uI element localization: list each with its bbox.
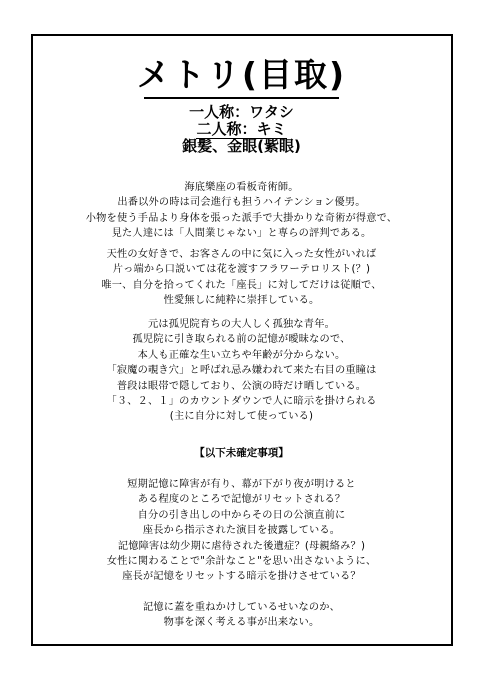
text-line: 元は孤児院育ちの大人しく孤独な青年。 (148, 319, 335, 330)
text-line: 記憶に蓋を重ねかけしているせいなのか、 (142, 602, 341, 613)
text-line: 短期記憶に障害が有り、幕が下がり夜が明けると (127, 479, 356, 490)
appearance-line: 銀髪、金眼(紫眼) (182, 137, 301, 155)
text-line: 普段は眼帯で隠しており、公演の時だけ晒している。 (116, 380, 367, 392)
paragraph-memory (40, 477, 443, 585)
text-line: 記憶障害は幼少期に虐待された後遺症？(母親絡み？) (117, 540, 366, 552)
section-heading-unconfirmed: 【以下未確定事項】 (194, 447, 289, 459)
paragraph-personality (40, 247, 443, 309)
text-line: 本人も正確な生い立ちや年齢が分からない。 (137, 349, 346, 361)
text-line: 「寂魔の覗き穴」と呼ばれ忌み嫌われて来た右目の重瞳は (106, 365, 377, 377)
text-line: 見た人達には「人間業じゃない」と専らの評判である。 (111, 228, 372, 240)
second-person-line (0, 121, 483, 138)
text-line: 座長から指示された演目を披露している。 (142, 525, 341, 537)
second-person-text: 二人称：キミ (196, 120, 287, 138)
title-underline (144, 97, 339, 99)
paragraph-thinking (40, 600, 443, 631)
text-line: 「３、２、１」のカウントダウンで人に暗示を掛けられる (106, 396, 377, 408)
paragraph-role (40, 180, 443, 242)
text-line: ある程度のところで記憶がリセットされる？ (137, 494, 346, 506)
text-line: 出番以外の時は司会進行も担うハイテンション優男。 (117, 197, 366, 209)
text-line: 物事を深く考える事が出来ない。 (163, 617, 320, 629)
paragraph-background (40, 317, 443, 425)
text-line: 性愛無しに純粋に崇拝している。 (163, 295, 320, 307)
text-line: 天性の女好きで、お客さんの中に気に入った女性がいれば (106, 249, 377, 260)
text-line: (主に自分に対して使っている) (169, 411, 314, 423)
text-line: 小物を使う手品より身体を張った派手で大掛かりな奇術が得意で、 (85, 212, 398, 224)
text-line: 孤児院に引き取られる前の記憶が曖昧なので、 (132, 334, 351, 346)
profile-block (0, 104, 483, 155)
text-line: 唯一、自分を拾ってくれた「座長」に対してだけは従順で、 (101, 279, 382, 291)
page-title: メトリ(目取) (136, 55, 347, 94)
text-line: 片っ端から口説いては花を渡すフラワーテロリスト(？) (112, 264, 371, 276)
text-line: 女性に関わることで"余計なこと"を思い出さないように、 (106, 556, 377, 568)
text-line: 自分の引き出しの中からその日の公演直前に (137, 509, 346, 521)
text-line: 座長が記憶をリセットする暗示を掛けさせている？ (122, 571, 361, 583)
text-line: 海底樂座の看板奇術師。 (184, 182, 299, 193)
first-person-line: 一人称：ワタシ (189, 103, 294, 121)
